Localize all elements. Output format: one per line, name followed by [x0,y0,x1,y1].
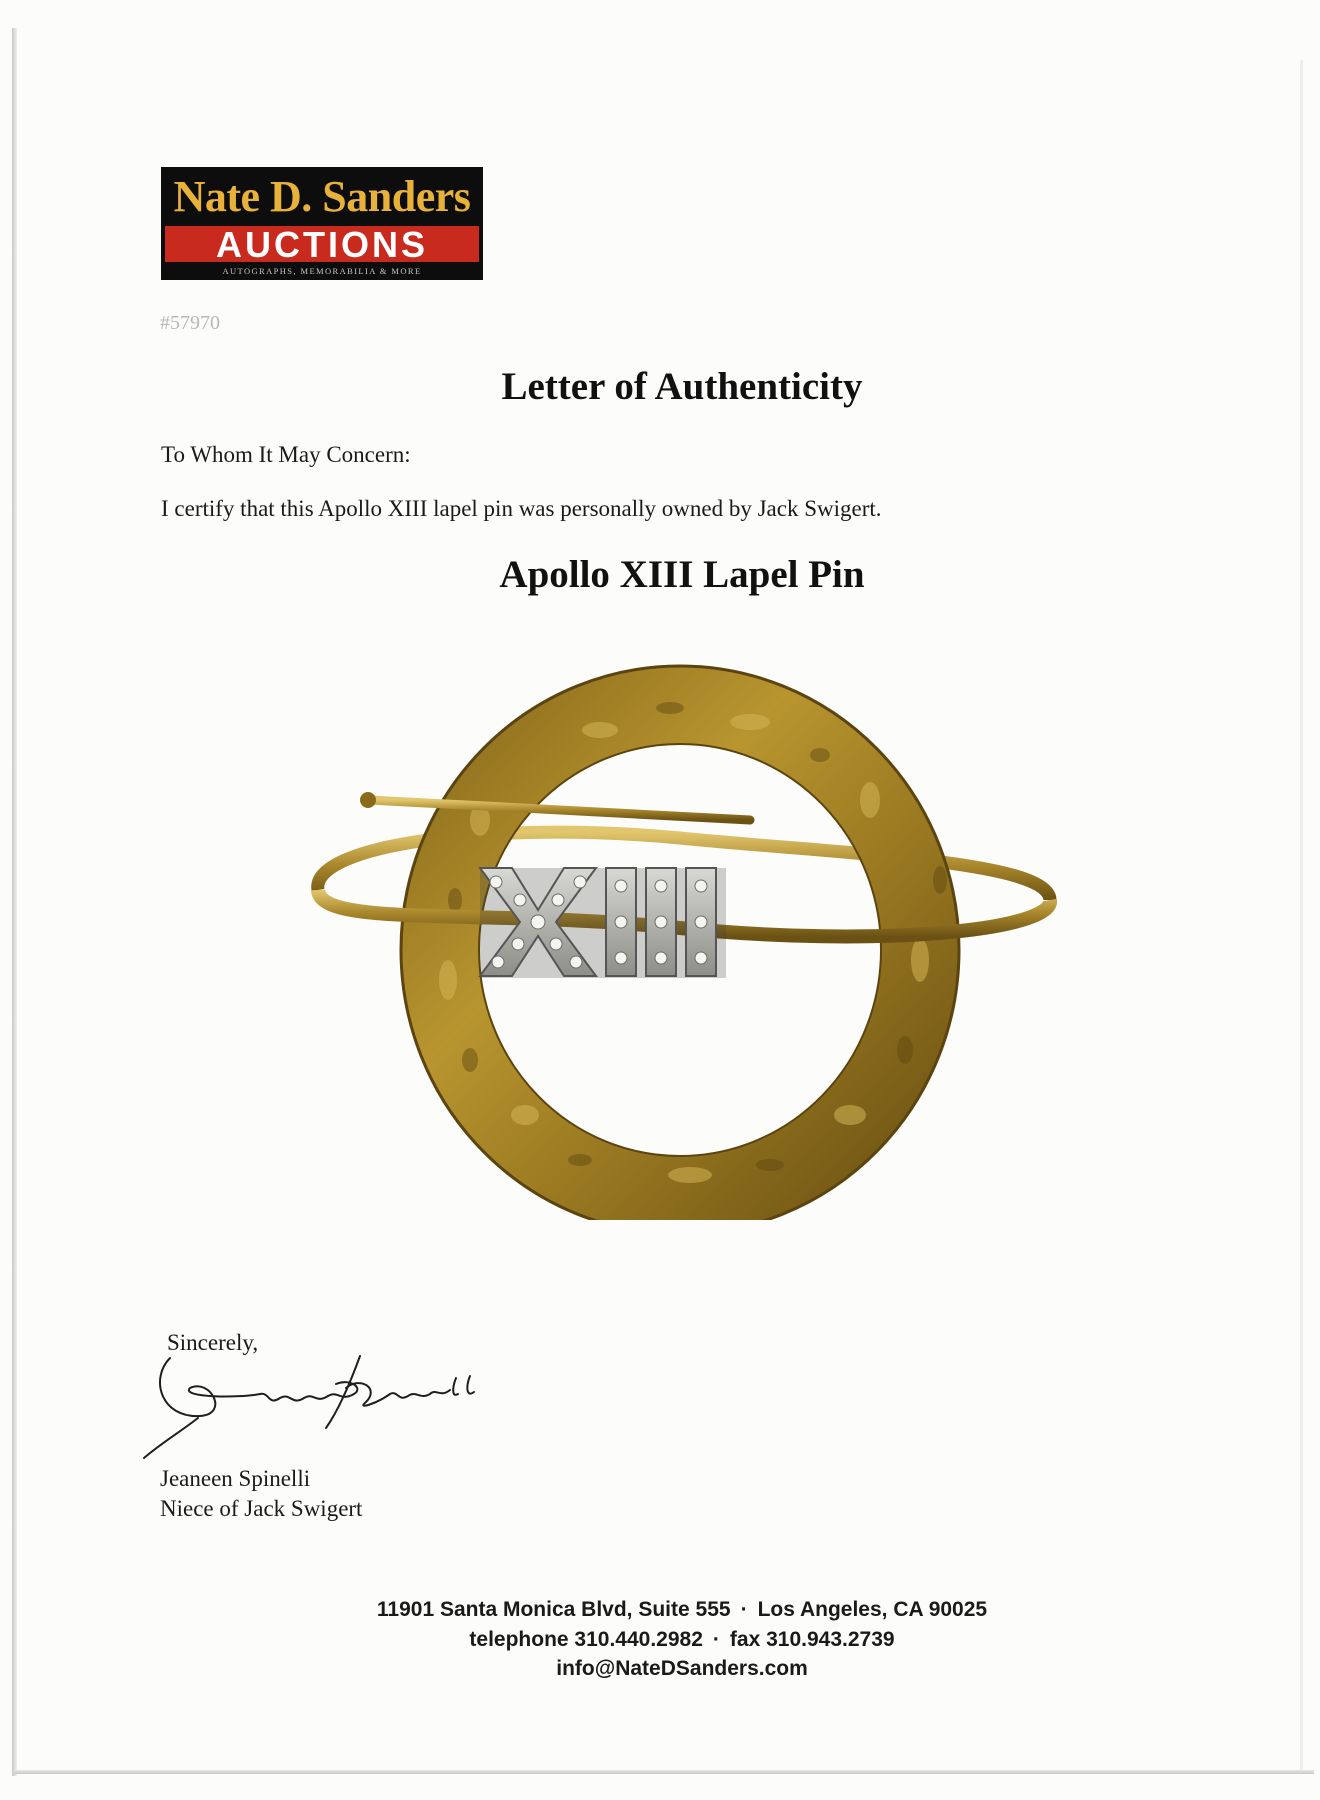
footer-separator: · [740,1598,748,1621]
footer-address: 11901 Santa Monica Blvd, Suite 555 [376,1598,731,1621]
footer-separator: · [712,1628,720,1651]
page-shadow-bottom [14,1770,1314,1774]
footer-address-line [0,1598,1320,1622]
handwritten-signature [140,1348,500,1468]
page-shadow-right [1300,60,1303,1770]
footer-email[interactable]: info@NateDSanders.com [556,1657,808,1680]
signer-name: Jeaneen Spinelli [160,1466,311,1491]
xiii-numeral-plaque [480,868,726,978]
salutation: To Whom It May Concern: [161,442,411,467]
signer-relation: Niece of Jack Swigert [160,1496,363,1521]
footer-phone-line [0,1628,1320,1652]
footer-telephone: telephone 310.440.2982 [469,1628,703,1651]
certification-text: I certify that this Apollo XIII lapel pin was personally owned by Jack Swigert. [161,496,882,521]
page-shadow-left [12,28,17,1776]
logo-band: AUCTIONS [165,226,479,262]
closing: Sincerely, [167,1330,259,1355]
company-logo [161,167,483,280]
letter-title: Letter of Authenticity [501,365,863,408]
footer-fax: fax 310.943.2739 [729,1628,895,1651]
logo-tagline: AUTOGRAPHS, MEMORABILIA & MORE [222,266,422,276]
lapel-pin-photo [280,660,1080,1220]
logo-name: Nate D. Sanders [173,172,471,221]
footer-city: Los Angeles, CA 90025 [757,1598,988,1621]
reference-number: #57970 [160,312,220,334]
item-title: Apollo XIII Lapel Pin [499,553,865,596]
